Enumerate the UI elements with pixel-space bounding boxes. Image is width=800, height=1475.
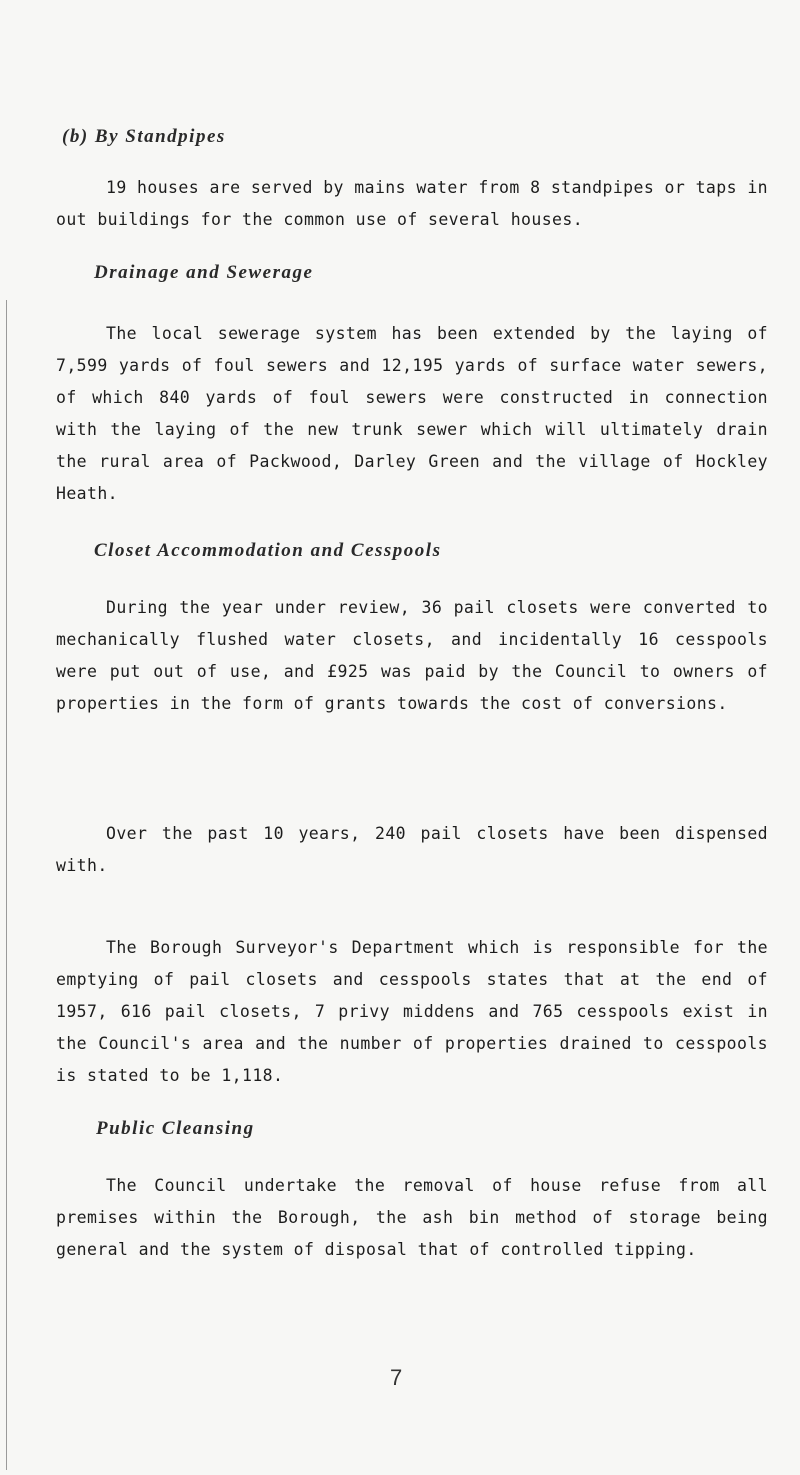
paragraph-pail-closets-dispensed: Over the past 10 years, 240 pail closets have been dispensed with. xyxy=(56,824,768,875)
heading-drainage-sewerage: Drainage and Sewerage xyxy=(94,262,314,283)
paragraph-borough-surveyor: The Borough Surveyor's Department which is responsible for the emptying of pail closets and cesspools states that at the end of 1957, 616 pail closets, 7 privy middens and 765 cesspools exist in the Council's area and the number of properties drained to cesspools is stated to be 1,118. xyxy=(56,938,768,1085)
heading-standpipes: (b) By Standpipes xyxy=(62,126,226,147)
paragraph-public-cleansing: The Council undertake the removal of house refuse from all premises within the Borough, the ash bin method of storage being general and the system of disposal that of controlled tipping. xyxy=(56,1176,768,1259)
heading-public-cleansing: Public Cleansing xyxy=(96,1118,255,1139)
heading-closet-accommodation: Closet Accommodation and Cesspools xyxy=(94,540,442,561)
page-number: 7 xyxy=(390,1365,403,1390)
paragraph-standpipes: 19 houses are served by mains water from 8 standpipes or taps in out buildings for the common use of several houses. xyxy=(56,178,768,229)
left-margin-binding-line xyxy=(6,300,7,1470)
paragraph-closet-conversions: During the year under review, 36 pail closets were converted to mechanically flushed water closets, and incidentally 16 cesspools were put out of use, and £925 was paid by the Council to owners of properties in the form of grants towards the cost of conversions. xyxy=(56,598,768,713)
paragraph-drainage-sewerage: The local sewerage system has been extended by the laying of 7,599 yards of foul sewers and 12,195 yards of surface water sewers, of which 840 yards of foul sewers were constructed in connection with the laying of the new trunk sewer which will ultimately drain the rural area of Packwood, Darley Green and the village of Hockley Heath. xyxy=(56,324,768,503)
